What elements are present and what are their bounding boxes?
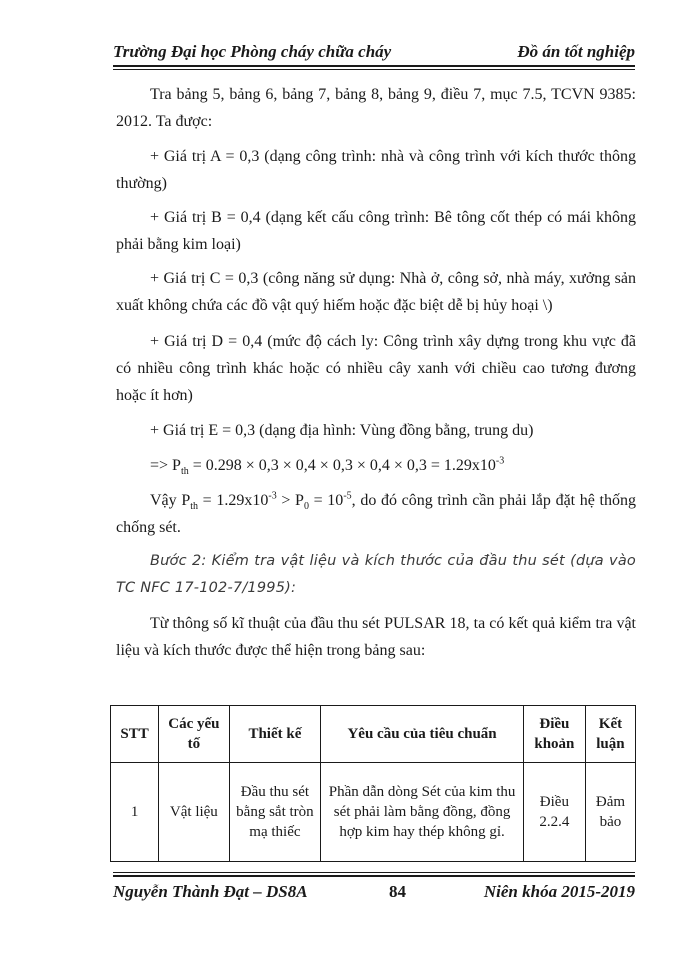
cell-requirement: Phần dẫn dòng Sét của kim thu sét phải làm bằng đồng, đồng hợp kim hay thép không gỉ. [321, 763, 524, 862]
conclusion-e: , do đó công trình cần phải lắp đặt hệ thống chống sét. [116, 492, 636, 536]
formula-expr: = 0.298 × 0,3 × 0,4 × 0,3 × 0,4 × 0,3 = 1.29x10 [188, 457, 496, 474]
conclusion-d: = 10 [308, 492, 344, 509]
col-header-design: Thiết kế [229, 706, 321, 763]
cell-design: Đầu thu sét bằng sắt tròn mạ thiếc [229, 763, 321, 862]
footer-author: Nguyễn Thành Đạt – DS8A [113, 882, 308, 901]
col-header-factor: Các yếu tố [159, 706, 229, 763]
header-rule [113, 65, 635, 67]
conclusion-sup2: -5 [343, 490, 352, 502]
col-header-clause: Điều khoản [523, 706, 585, 763]
header-rule-thin [113, 69, 635, 70]
page-footer [113, 872, 635, 912]
conclusion-sub1: th [190, 501, 198, 513]
footer-rule-thin [113, 872, 635, 873]
formula-prefix: => P [150, 457, 181, 474]
header-doc-type: Đồ án tốt nghiệp [517, 42, 635, 61]
formula-pth [116, 452, 636, 479]
conclusion-sub2: 0 [303, 501, 309, 513]
value-e: + Giá trị E = 0,3 (dạng địa hình: Vùng đồng bằng, trung du) [150, 422, 534, 439]
table-header-row [111, 706, 636, 763]
footer-rule [113, 875, 635, 877]
paragraph-lookup: Tra bảng 5, bảng 6, bảng 7, bảng 8, bảng 9, điều 7, mục 7.5, TCVN 9385: 2012. Ta được: [116, 86, 636, 130]
step-2-heading: Bước 2: Kiểm tra vật liệu và kích thước của đầu thu sét (dựa vào TC NFC 17-102-7/1995): [116, 553, 636, 596]
cell-factor: Vật liệu [159, 763, 229, 862]
footer-academic-year: Niên khóa 2015-2019 [483, 882, 635, 901]
formula-exp: -3 [495, 455, 505, 467]
conclusion-c: > P [276, 492, 304, 509]
value-b: + Giá trị B = 0,4 (dạng kết cấu công trình: Bê tông cốt thép có mái không phải bằng kim loại) [116, 209, 636, 253]
paragraph-pulsar: Từ thông số kĩ thuật của đầu thu sét PULSAR 18, ta có kết quả kiểm tra vật liệu và kích thước được thể hiện trong bảng sau: [116, 615, 636, 659]
value-d: + Giá trị D = 0,4 (mức độ cách ly: Công trình xây dựng trong khu vực đã có nhiều công trình khác hoặc có nhiều cây xanh với chiều cao tương đương hoặc ít hơn) [116, 333, 636, 404]
conclusion-a: Vậy P [150, 492, 191, 509]
page-header [113, 40, 635, 66]
formula-sub: th [180, 466, 189, 478]
table-row [111, 763, 636, 862]
conclusion-sup1: -3 [268, 490, 277, 502]
col-header-requirement: Yêu cầu của tiêu chuẩn [321, 706, 524, 763]
cell-stt: 1 [111, 763, 159, 862]
col-header-stt: STT [111, 706, 159, 763]
conclusion-paragraph [116, 487, 636, 541]
value-a: + Giá trị A = 0,3 (dạng công trình: nhà và công trình với kích thước thông thường) [116, 148, 636, 192]
header-university: Trường Đại học Phòng cháy chữa cháy [113, 42, 392, 61]
cell-clause: Điều 2.2.4 [523, 763, 585, 862]
col-header-result: Kết luận [585, 706, 635, 763]
spec-table [110, 705, 636, 862]
page-number: 84 [389, 882, 406, 901]
value-c: + Giá trị C = 0,3 (công năng sử dụng: Nhà ở, công sở, nhà máy, xưởng sản xuất không chứa các đồ vật quý hiếm hoặc đặc biệt dễ bị hủy hoại \) [116, 270, 636, 314]
conclusion-b: = 1.29x10 [198, 492, 269, 509]
cell-result: Đảm bảo [585, 763, 635, 862]
